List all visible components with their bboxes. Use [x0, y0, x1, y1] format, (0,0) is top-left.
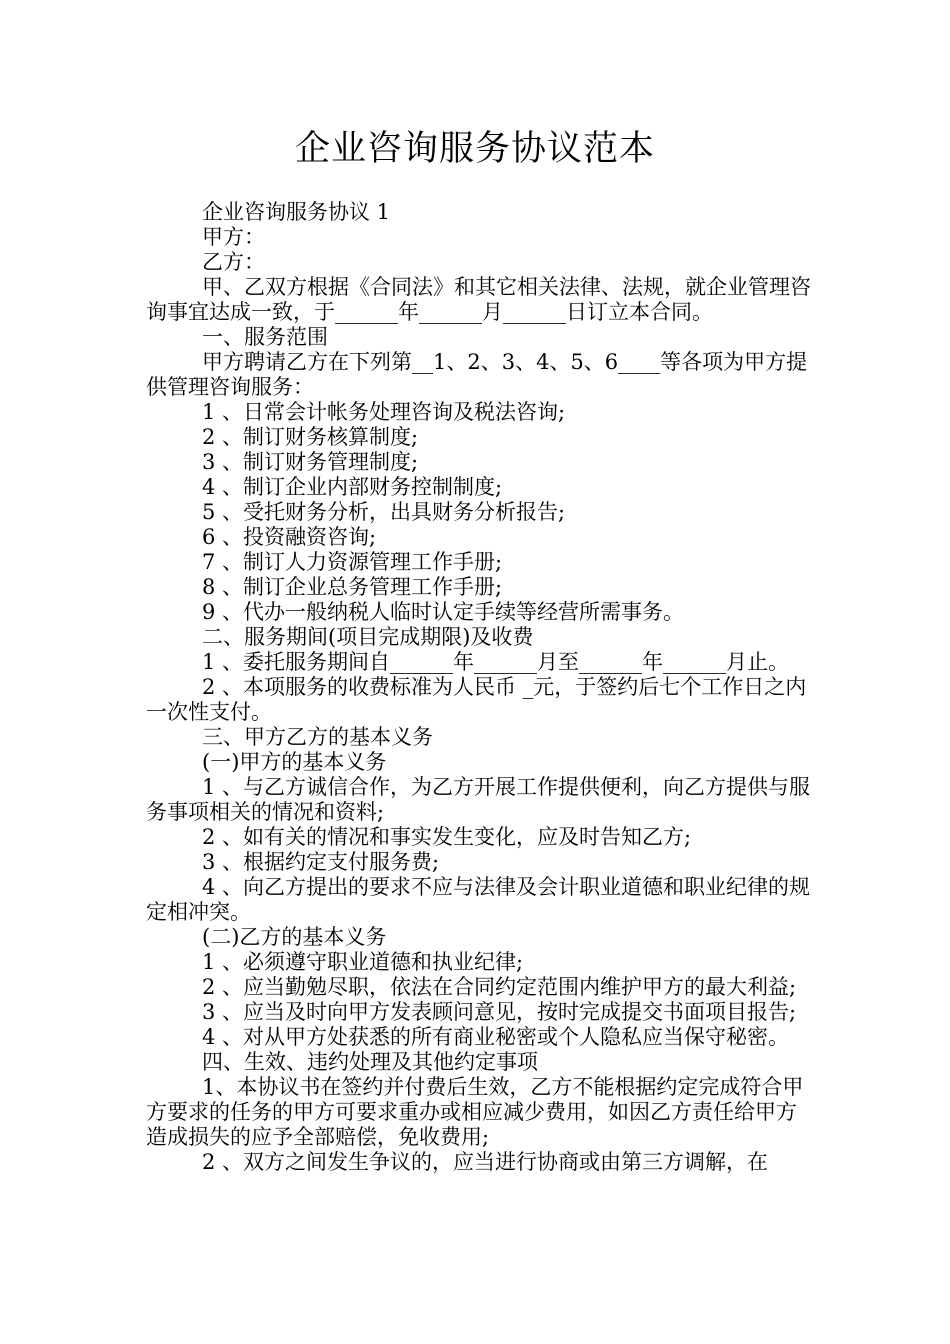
obligation-clause: 3 、根据约定支付服务费;	[202, 850, 440, 874]
agreement-heading: 企业咨询服务协议 1	[202, 200, 391, 224]
subsection-heading: (二)乙方的基本义务	[202, 925, 387, 949]
obligation-clause: 4 、向乙方提出的要求不应与法律及会计职业道德和职业纪律的规定相冲突。	[146, 875, 811, 924]
section-heading: 一、服务范围	[202, 325, 328, 349]
service-item: 5 、受托财务分析，出具财务分析报告;	[202, 500, 566, 524]
service-item: 8 、制订企业总务管理工作手册;	[202, 575, 503, 599]
preamble-paragraph: 甲、乙双方根据《合同法》和其它相关法律、法规，就企业管理咨询事宜达成一致，于______年______月______日订立本合同。	[146, 275, 811, 324]
dispute-clause: 2 、双方之间发生争议的，应当进行协商或由第三方调解，在	[202, 1150, 769, 1174]
obligation-clause: 1 、必须遵守职业道德和执业纪律;	[202, 950, 524, 974]
document-title: 企业咨询服务协议范本	[294, 129, 655, 169]
section-heading: 四、生效、违约处理及其他约定事项	[202, 1050, 538, 1074]
service-item: 9 、代办一般纳税人临时认定手续等经营所需事务。	[202, 600, 685, 624]
obligation-clause: 4 、对从甲方处获悉的所有商业秘密或个人隐私应当保守秘密。	[202, 1025, 790, 1049]
service-item: 4 、制订企业内部财务控制制度;	[202, 475, 503, 499]
party-a-line: 甲方：	[202, 225, 265, 249]
fee-clause: 2 、本项服务的收费标准为人民币 _元，于签约后七个工作日之内一次性支付。	[146, 675, 807, 724]
obligation-clause: 1 、与乙方诚信合作，为乙方开展工作提供便利，向乙方提供与服务事项相关的情况和资料;	[146, 775, 811, 824]
section-heading: 三、甲方乙方的基本义务	[202, 725, 433, 749]
service-item: 6 、投资融资咨询;	[202, 525, 377, 549]
effectiveness-clause: 1、本协议书在签约并付费后生效，乙方不能根据约定完成符合甲方要求的任务的甲方可要求重办或相应减少费用，如因乙方责任给甲方造成损失的应予全部赔偿，免收费用;	[146, 1075, 804, 1149]
service-period-clause: 1 、委托服务期间自______年______月至______年______月止。	[202, 650, 790, 674]
party-b-line: 乙方：	[202, 250, 265, 274]
document-body	[146, 200, 811, 1175]
subsection-heading: (一)甲方的基本义务	[202, 750, 387, 774]
obligation-clause: 2 、如有关的情况和事实发生变化，应及时告知乙方;	[202, 825, 692, 849]
obligation-clause: 3 、应当及时向甲方发表顾问意见，按时完成提交书面项目报告;	[202, 1000, 797, 1024]
obligation-clause: 2 、应当勤勉尽职，依法在合同约定范围内维护甲方的最大利益;	[202, 975, 797, 999]
service-scope-paragraph: 甲方聘请乙方在下列第__1、2、3、4、5、6____等各项为甲方提供管理咨询服务：	[146, 350, 808, 399]
service-item: 3 、制订财务管理制度;	[202, 450, 419, 474]
service-item: 2 、制订财务核算制度;	[202, 425, 419, 449]
section-heading: 二、服务期间(项目完成期限)及收费	[202, 625, 534, 649]
service-item: 7 、制订人力资源管理工作手册;	[202, 550, 503, 574]
service-item: 1 、日常会计帐务处理咨询及税法咨询;	[202, 400, 566, 424]
